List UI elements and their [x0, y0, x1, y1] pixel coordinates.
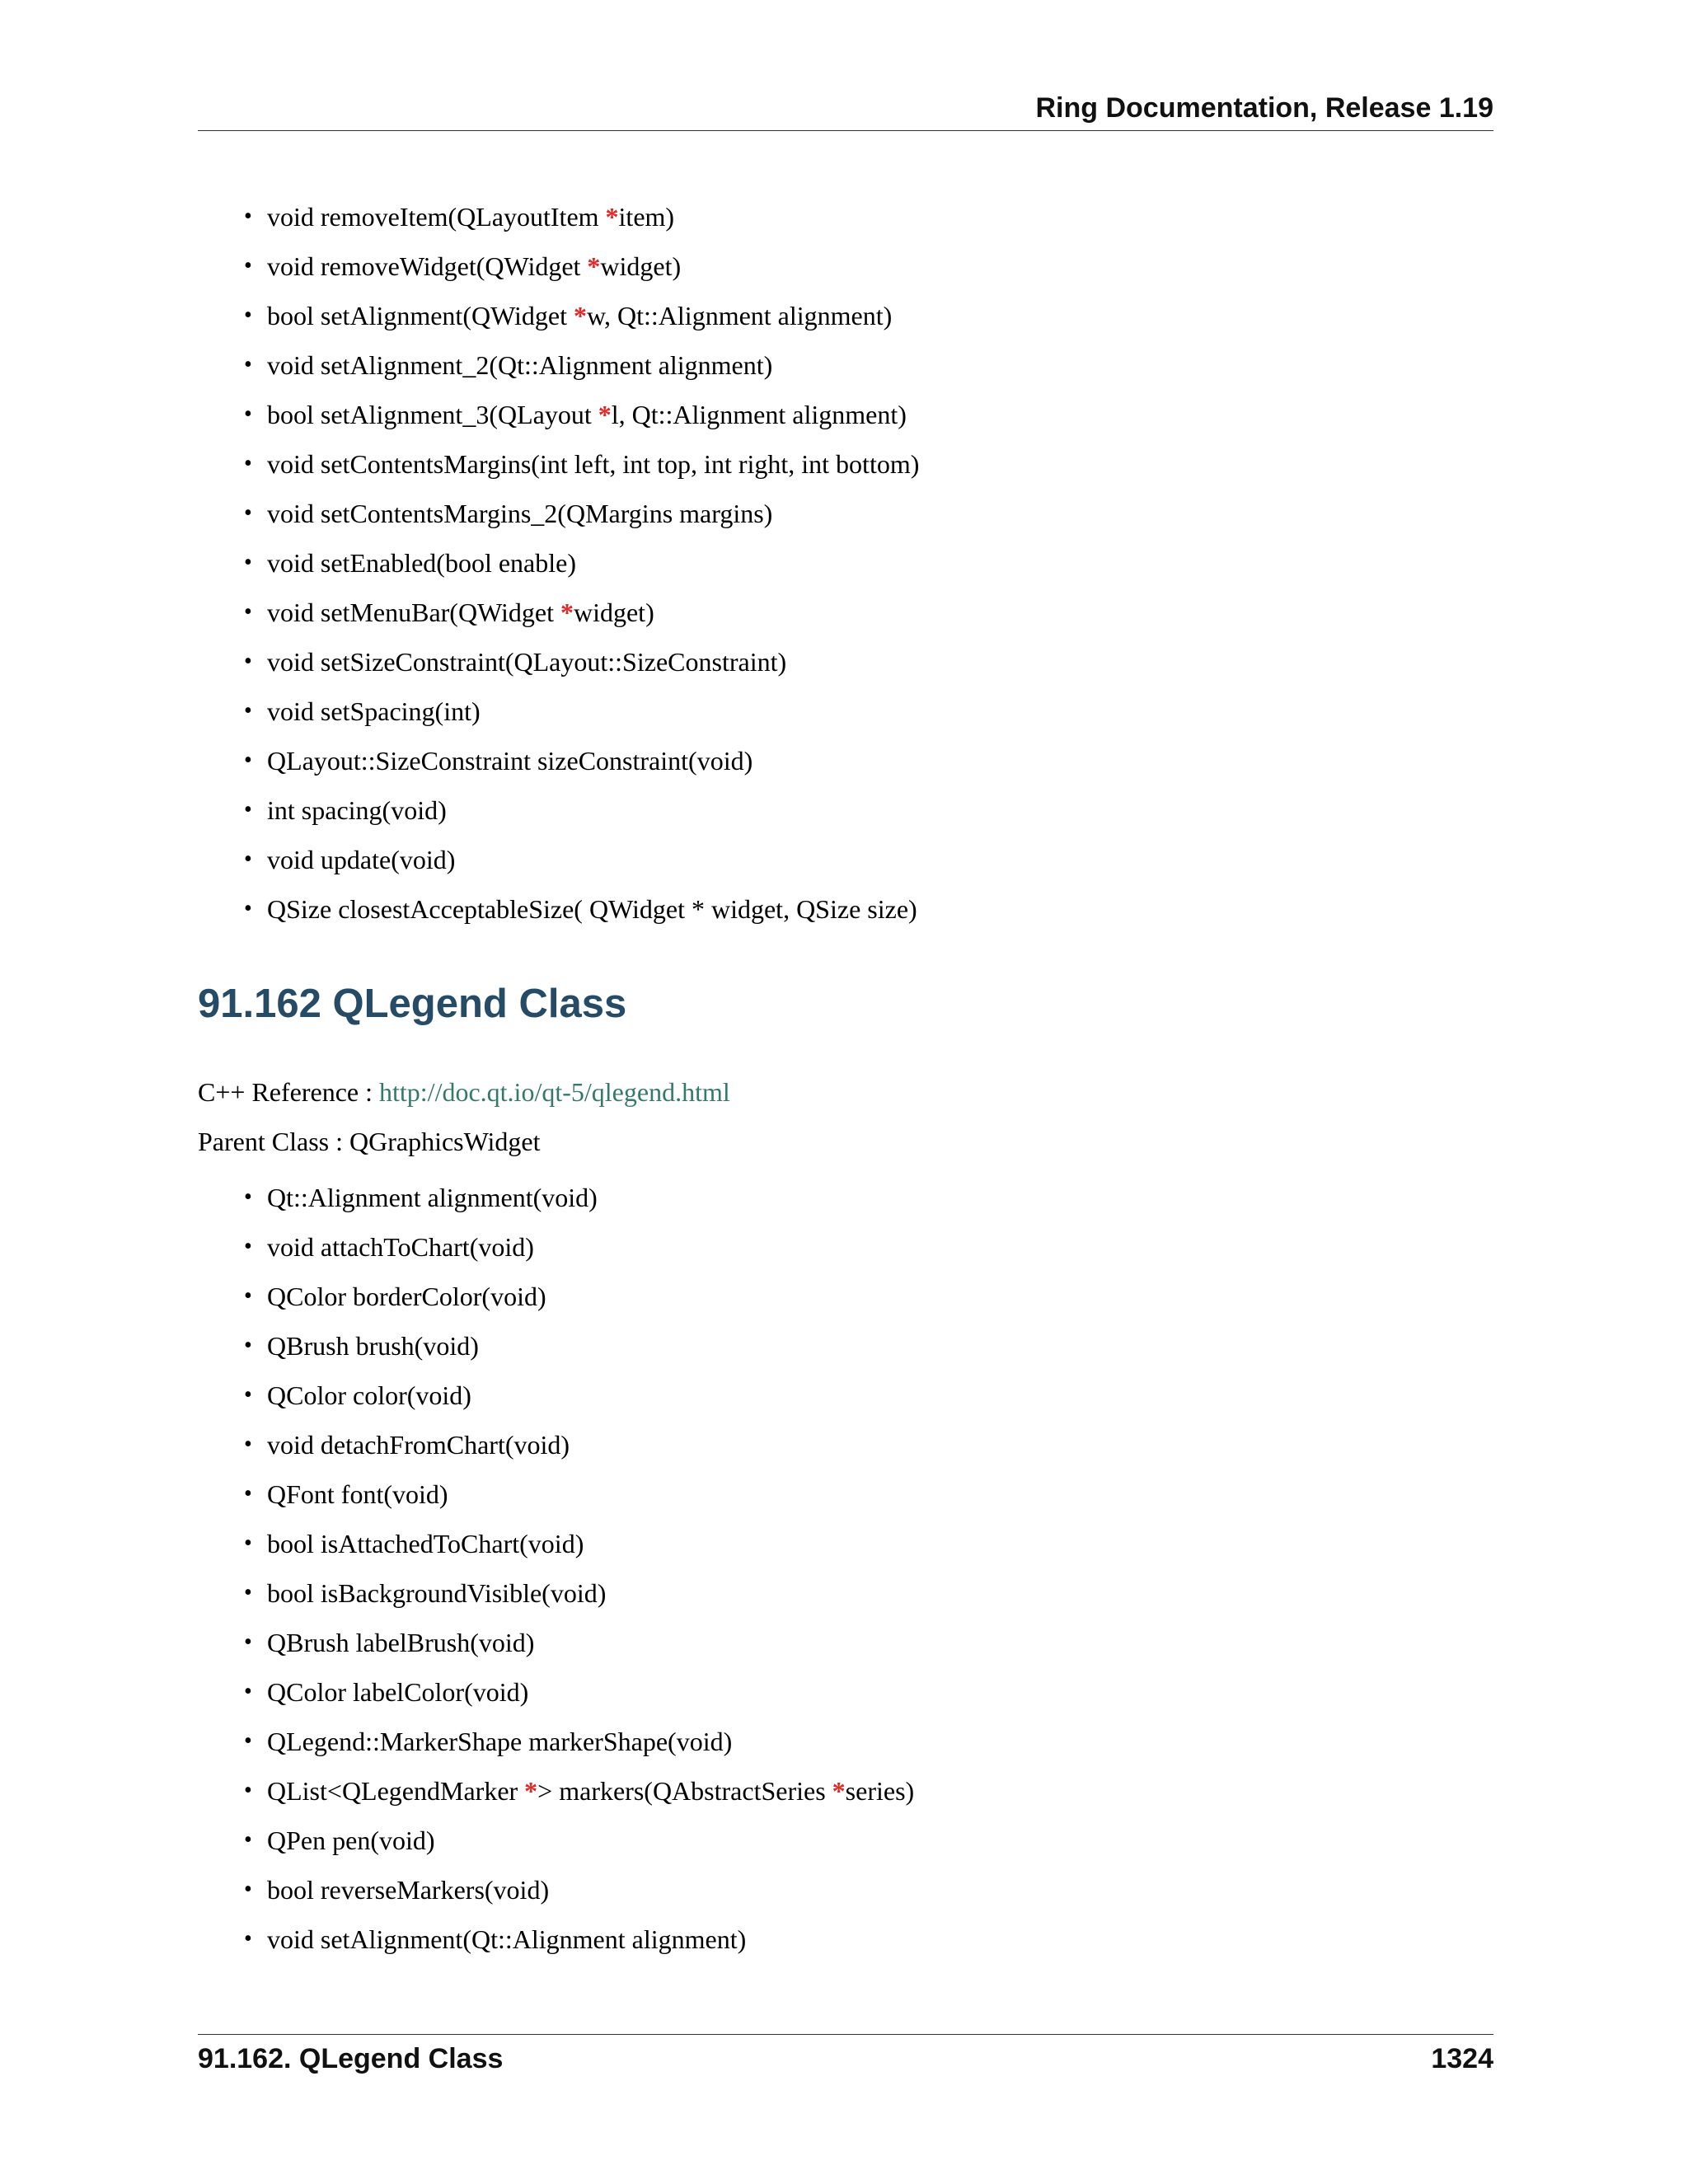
method-item	[244, 192, 1480, 241]
method-item	[244, 439, 1480, 489]
method-text: QPen pen(void)	[267, 1825, 435, 1855]
bullet-icon: •	[244, 1481, 252, 1507]
method-text: QColor labelColor(void)	[267, 1677, 529, 1707]
bullet-icon: •	[244, 352, 252, 377]
method-item	[244, 1717, 1480, 1766]
method-text: void setSpacing(int)	[267, 696, 481, 726]
bullet-icon: •	[244, 748, 252, 773]
method-item	[244, 687, 1480, 736]
bullet-icon: •	[244, 1629, 252, 1655]
method-item	[244, 1766, 1480, 1816]
bullet-icon: •	[244, 1926, 252, 1952]
bullet-icon: •	[244, 1778, 252, 1803]
cpp-reference-link[interactable]: http://doc.qt.io/qt-5/qlegend.html	[379, 1077, 730, 1107]
footer-section: 91.162. QLegend Class	[198, 2043, 504, 2074]
method-text: widget)	[600, 251, 682, 281]
parent-class-line: Parent Class : QGraphicsWidget	[198, 1127, 541, 1156]
bullet-icon: •	[244, 500, 252, 526]
method-item	[244, 340, 1480, 390]
method-text: QList<QLegendMarker	[267, 1776, 525, 1806]
method-list-qlegend	[244, 1173, 1480, 1964]
bullet-icon: •	[244, 649, 252, 674]
bullet-icon: •	[244, 401, 252, 427]
method-item	[244, 835, 1480, 884]
method-text: int spacing(void)	[267, 795, 447, 825]
method-text: Qt::Alignment alignment(void)	[267, 1183, 598, 1212]
method-text: void setContentsMargins_2(QMargins margins)	[267, 499, 773, 528]
method-text: void removeItem(QLayoutItem	[267, 202, 606, 232]
method-text: > markers(QAbstractSeries	[537, 1776, 832, 1806]
method-item	[244, 736, 1480, 785]
header-title: Ring Documentation, Release 1.19	[1035, 92, 1493, 124]
bullet-icon: •	[244, 1827, 252, 1853]
bullet-icon: •	[244, 451, 252, 476]
bullet-icon: •	[244, 846, 252, 872]
method-text: QBrush brush(void)	[267, 1331, 479, 1361]
bullet-icon: •	[244, 1679, 252, 1704]
bullet-icon: •	[244, 1382, 252, 1408]
section-title: 91.162 QLegend Class	[198, 982, 627, 1026]
method-text: QSize closestAcceptableSize( QWidget * widget, QSize size)	[267, 894, 917, 924]
method-text: w, Qt::Alignment alignment)	[586, 301, 893, 330]
method-text: bool isAttachedToChart(void)	[267, 1529, 584, 1558]
page-footer	[198, 2034, 1493, 2074]
method-text: void setEnabled(bool enable)	[267, 548, 576, 578]
method-list-qlayout	[244, 192, 1480, 934]
method-item	[244, 637, 1480, 687]
method-text: bool isBackgroundVisible(void)	[267, 1578, 607, 1608]
bullet-icon: •	[244, 1283, 252, 1309]
method-item	[244, 241, 1480, 291]
method-item	[244, 1915, 1480, 1964]
page-number: 1324	[1431, 2043, 1493, 2074]
pointer-asterisk: *	[605, 202, 619, 232]
method-text: void detachFromChart(void)	[267, 1430, 570, 1460]
bullet-icon: •	[244, 1432, 252, 1457]
bullet-icon: •	[244, 253, 252, 279]
method-text: void removeWidget(QWidget	[267, 251, 588, 281]
pointer-asterisk: *	[573, 301, 587, 330]
bullet-icon: •	[244, 896, 252, 921]
method-text: void setMenuBar(QWidget	[267, 598, 560, 627]
method-item	[244, 1865, 1480, 1915]
method-item	[244, 390, 1480, 439]
method-item	[244, 1173, 1480, 1222]
method-item	[244, 1272, 1480, 1321]
bullet-icon: •	[244, 1530, 252, 1556]
bullet-icon: •	[244, 1234, 252, 1259]
method-text: void attachToChart(void)	[267, 1232, 534, 1262]
bullet-icon: •	[244, 797, 252, 823]
bullet-icon: •	[244, 550, 252, 575]
pointer-asterisk: *	[587, 251, 601, 281]
bullet-icon: •	[244, 1333, 252, 1358]
page-header	[198, 91, 1493, 131]
pointer-asterisk: *	[598, 400, 612, 429]
pointer-asterisk: *	[560, 598, 574, 627]
bullet-icon: •	[244, 204, 252, 229]
method-text: QLegend::MarkerShape markerShape(void)	[267, 1727, 733, 1756]
bullet-icon: •	[244, 698, 252, 724]
method-text: QColor borderColor(void)	[267, 1282, 546, 1311]
method-text: void setContentsMargins(int left, int top, int right, int bottom)	[267, 449, 920, 479]
method-text: l, Qt::Alignment alignment)	[611, 400, 907, 429]
method-text: void setSizeConstraint(QLayout::SizeConstraint)	[267, 647, 787, 677]
method-item	[244, 538, 1480, 588]
method-item	[244, 1321, 1480, 1371]
method-item	[244, 1469, 1480, 1519]
method-item	[244, 588, 1480, 637]
bullet-icon: •	[244, 1580, 252, 1605]
method-text: QColor color(void)	[267, 1380, 471, 1410]
method-text: bool setAlignment_3(QLayout	[267, 400, 598, 429]
method-text: bool setAlignment(QWidget	[267, 301, 574, 330]
bullet-icon: •	[244, 302, 252, 328]
method-text: void update(void)	[267, 845, 456, 874]
method-text: QBrush labelBrush(void)	[267, 1628, 535, 1657]
method-text: widget)	[573, 598, 654, 627]
cpp-reference-label: C++ Reference :	[198, 1077, 379, 1107]
method-item	[244, 884, 1480, 934]
bullet-icon: •	[244, 1877, 252, 1902]
method-text: item)	[618, 202, 675, 232]
method-text: QLayout::SizeConstraint sizeConstraint(void)	[267, 746, 753, 776]
method-item	[244, 1816, 1480, 1865]
bullet-icon: •	[244, 599, 252, 625]
method-item	[244, 1667, 1480, 1717]
method-text: QFont font(void)	[267, 1479, 448, 1509]
method-item	[244, 1568, 1480, 1618]
method-item	[244, 489, 1480, 538]
method-item	[244, 1371, 1480, 1420]
method-item	[244, 785, 1480, 835]
method-item	[244, 291, 1480, 340]
method-text: void setAlignment(Qt::Alignment alignment)	[267, 1924, 747, 1954]
cpp-reference-line	[198, 1077, 730, 1108]
method-item	[244, 1222, 1480, 1272]
pointer-asterisk: *	[524, 1776, 538, 1806]
method-item	[244, 1420, 1480, 1469]
method-text: series)	[845, 1776, 915, 1806]
method-item	[244, 1618, 1480, 1667]
method-text: void setAlignment_2(Qt::Alignment alignment)	[267, 350, 773, 380]
method-text: bool reverseMarkers(void)	[267, 1875, 550, 1905]
pointer-asterisk: *	[832, 1776, 846, 1806]
bullet-icon: •	[244, 1184, 252, 1210]
bullet-icon: •	[244, 1728, 252, 1754]
method-item	[244, 1519, 1480, 1568]
